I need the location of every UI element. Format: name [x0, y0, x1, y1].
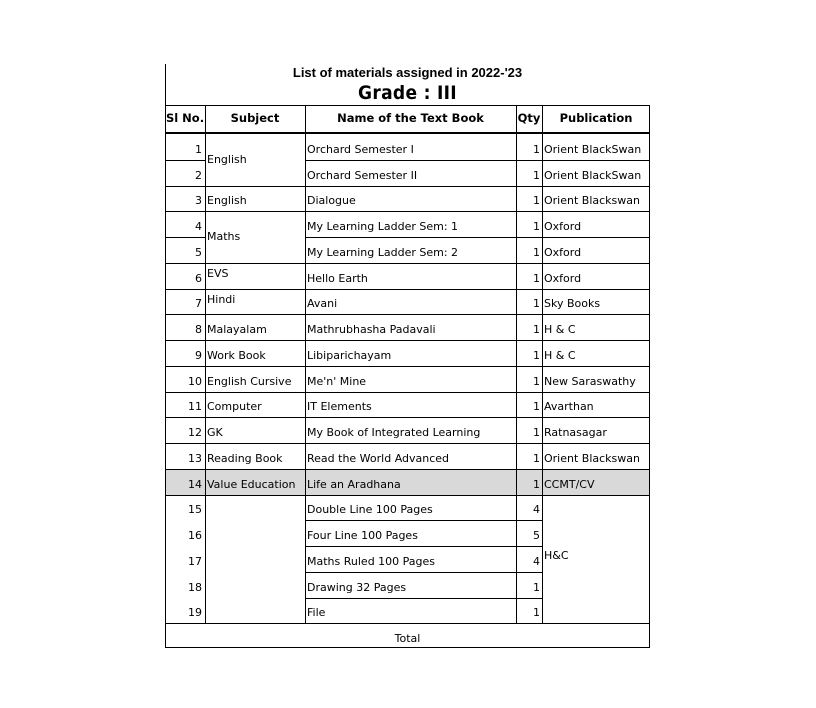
book-name-cell: Mathrubhasha Padavali — [307, 323, 436, 336]
sl-no-cell: 18 — [188, 581, 202, 594]
qty-cell: 4 — [533, 555, 540, 568]
header-top-border — [165, 105, 650, 106]
row-divider — [305, 237, 542, 238]
qty-cell: 1 — [533, 606, 540, 619]
row-divider — [165, 417, 205, 418]
sl-no-cell: 13 — [188, 452, 202, 465]
book-name-cell: My Learning Ladder Sem: 2 — [307, 246, 459, 259]
subject-cell: English Cursive — [207, 375, 292, 388]
subject-cell: English — [207, 194, 247, 207]
book-name-cell: My Book of Integrated Learning — [307, 426, 481, 439]
row-divider — [205, 495, 305, 496]
row-divider — [205, 289, 305, 290]
book-name-cell: Life an Aradhana — [307, 478, 401, 491]
book-name-cell: Read the World Advanced — [307, 452, 450, 465]
sl-no-cell: 14 — [188, 478, 202, 491]
book-name-cell: Four Line 100 Pages — [307, 529, 418, 542]
row-divider — [165, 340, 205, 341]
publication-cell: Oxford — [544, 272, 582, 285]
publication-cell: Sky Books — [544, 297, 601, 310]
header-publication: Publication — [559, 111, 633, 125]
row-divider — [542, 417, 650, 418]
row-divider — [542, 443, 650, 444]
subject-cell: Computer — [207, 400, 262, 413]
qty-cell: 1 — [533, 272, 540, 285]
book-name-cell: Hello Earth — [307, 272, 368, 285]
book-name-cell: Avani — [307, 297, 338, 310]
column-divider — [542, 105, 543, 623]
row-divider — [165, 443, 205, 444]
row-divider — [305, 572, 542, 573]
row-divider — [165, 263, 205, 264]
row-divider — [165, 160, 205, 161]
row-divider — [205, 392, 305, 393]
header-sl-no: Sl No. — [165, 111, 205, 125]
total-label: Total — [394, 632, 421, 645]
qty-cell: 4 — [533, 503, 540, 516]
sl-no-cell: 11 — [188, 400, 202, 413]
book-name-cell: Libiparichayam — [307, 349, 392, 362]
header-bottom-border-double — [165, 133, 650, 134]
row-divider — [165, 289, 205, 290]
row-divider — [165, 469, 205, 470]
publication-cell: Orient Blackswan — [544, 452, 640, 465]
qty-cell: 1 — [533, 169, 540, 182]
subject-cell: English — [207, 153, 247, 166]
publication-cell: H & C — [544, 349, 576, 362]
subject-cell: Work Book — [207, 349, 266, 362]
row-divider — [305, 211, 542, 212]
row-divider — [305, 417, 542, 418]
sl-no-cell: 3 — [195, 194, 202, 207]
column-divider — [205, 105, 206, 623]
row-divider — [205, 366, 305, 367]
publication-cell: H & C — [544, 323, 576, 336]
row-divider — [542, 495, 650, 496]
row-divider — [305, 340, 542, 341]
header-book-name: Name of the Text Book — [337, 111, 484, 125]
book-name-cell: Drawing 32 Pages — [307, 581, 407, 594]
row-divider — [205, 211, 305, 212]
subject-cell: Malayalam — [207, 323, 267, 336]
row-divider — [305, 546, 542, 547]
publication-cell: Orient BlackSwan — [544, 169, 642, 182]
publication-cell: Ratnasagar — [544, 426, 607, 439]
sl-no-cell: 15 — [188, 503, 202, 516]
sl-no-cell: 7 — [195, 297, 202, 310]
book-name-cell: Dialogue — [307, 194, 356, 207]
sl-no-cell: 5 — [195, 246, 202, 259]
subject-cell: Value Education — [207, 478, 296, 491]
row-divider — [305, 598, 542, 599]
book-name-cell: Orchard Semester II — [307, 169, 418, 182]
row-divider — [305, 495, 542, 496]
row-divider — [542, 263, 650, 264]
row-divider — [542, 289, 650, 290]
row-divider — [305, 186, 542, 187]
sl-no-cell: 17 — [188, 555, 202, 568]
row-divider — [305, 366, 542, 367]
qty-cell: 1 — [533, 194, 540, 207]
publication-merged-cell: H&C — [544, 549, 569, 562]
book-name-cell: File — [307, 606, 326, 619]
row-divider — [305, 392, 542, 393]
qty-cell: 1 — [533, 400, 540, 413]
document-title: List of materials assigned in 2022-'23 — [292, 65, 523, 80]
qty-cell: 1 — [533, 349, 540, 362]
publication-cell: Oxford — [544, 220, 582, 233]
sl-no-cell: 8 — [195, 323, 202, 336]
sl-no-cell: 12 — [188, 426, 202, 439]
qty-cell: 1 — [533, 143, 540, 156]
sl-no-cell: 2 — [195, 169, 202, 182]
qty-cell: 1 — [533, 297, 540, 310]
materials-document — [165, 64, 650, 648]
row-divider — [305, 314, 542, 315]
subject-cell: EVS — [207, 267, 229, 280]
sl-no-cell: 1 — [195, 143, 202, 156]
row-divider — [542, 340, 650, 341]
sl-no-cell: 16 — [188, 529, 202, 542]
qty-cell: 1 — [533, 375, 540, 388]
row-divider — [165, 211, 205, 212]
row-divider — [165, 495, 205, 496]
row-divider — [542, 160, 650, 161]
table-bottom-border — [165, 647, 650, 648]
sl-no-cell: 4 — [195, 220, 202, 233]
row-divider — [542, 392, 650, 393]
subject-cell: Maths — [207, 230, 241, 243]
qty-cell: 1 — [533, 452, 540, 465]
row-divider — [542, 469, 650, 470]
qty-cell: 1 — [533, 220, 540, 233]
qty-cell: 1 — [533, 426, 540, 439]
row-divider — [205, 186, 305, 187]
row-divider — [305, 160, 542, 161]
qty-cell: 1 — [533, 581, 540, 594]
total-top-border — [165, 623, 650, 624]
subject-cell: Reading Book — [207, 452, 283, 465]
header-subject: Subject — [230, 111, 280, 125]
row-divider — [305, 520, 542, 521]
sl-no-cell: 6 — [195, 272, 202, 285]
row-divider — [542, 237, 650, 238]
row-divider — [165, 314, 205, 315]
row-divider — [205, 340, 305, 341]
publication-cell: New Saraswathy — [544, 375, 636, 388]
qty-cell: 5 — [533, 529, 540, 542]
qty-cell: 1 — [533, 246, 540, 259]
row-divider — [542, 314, 650, 315]
row-divider — [205, 443, 305, 444]
qty-cell: 1 — [533, 323, 540, 336]
row-divider — [305, 289, 542, 290]
publication-cell: Orient BlackSwan — [544, 143, 642, 156]
row-divider — [542, 186, 650, 187]
grade-heading: Grade : III — [358, 82, 457, 104]
book-name-cell: Double Line 100 Pages — [307, 503, 433, 516]
header-qty: Qty — [517, 111, 541, 125]
subject-cell: GK — [207, 426, 223, 439]
publication-cell: CCMT/CV — [544, 478, 595, 491]
book-name-cell: IT Elements — [307, 400, 372, 413]
row-divider — [205, 417, 305, 418]
row-divider — [305, 443, 542, 444]
sl-no-cell: 9 — [195, 349, 202, 362]
row-divider — [205, 263, 305, 264]
row-divider — [165, 186, 205, 187]
row-divider — [542, 366, 650, 367]
row-divider — [542, 211, 650, 212]
row-divider — [205, 469, 305, 470]
sl-no-cell: 10 — [188, 375, 202, 388]
publication-cell: Oxford — [544, 246, 582, 259]
book-name-cell: Maths Ruled 100 Pages — [307, 555, 436, 568]
sl-no-cell: 19 — [188, 606, 202, 619]
publication-cell: Orient Blackswan — [544, 194, 640, 207]
book-name-cell: Me'n' Mine — [307, 375, 367, 388]
row-divider — [165, 392, 205, 393]
row-divider — [305, 469, 542, 470]
subject-cell: Hindi — [207, 293, 236, 306]
row-divider — [205, 314, 305, 315]
qty-cell: 1 — [533, 478, 540, 491]
row-divider — [305, 263, 542, 264]
row-divider — [165, 237, 205, 238]
table-left-border — [165, 64, 166, 648]
book-name-cell: My Learning Ladder Sem: 1 — [307, 220, 459, 233]
publication-cell: Avarthan — [544, 400, 594, 413]
book-name-cell: Orchard Semester I — [307, 143, 414, 156]
row-divider — [165, 366, 205, 367]
